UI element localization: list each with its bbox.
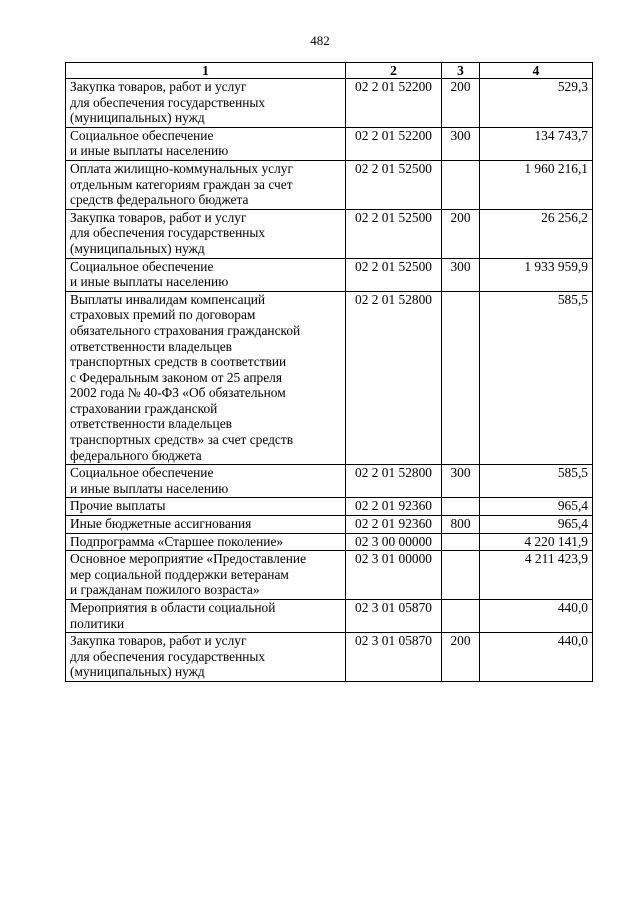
table-header (66, 63, 593, 79)
row-name-cell: Закупка товаров, работ и услуг для обеспечения государственных (муниципальных) нужд (66, 633, 346, 682)
header-col-2: 2 (346, 63, 442, 79)
table-body (66, 79, 593, 682)
table-row (66, 516, 593, 534)
row-code-cell: 02 3 01 00000 (346, 551, 442, 600)
row-amount-cell: 585,5 (480, 291, 593, 465)
table-row (66, 533, 593, 551)
table-row (66, 160, 593, 209)
header-col-4: 4 (480, 63, 593, 79)
row-amount-cell: 529,3 (480, 79, 593, 128)
row-name-cell: Закупка товаров, работ и услуг для обеспечения государственных (муниципальных) нужд (66, 79, 346, 128)
header-col-1: 1 (66, 63, 346, 79)
row-name-cell: Иные бюджетные ассигнования (66, 516, 346, 534)
table-row (66, 633, 593, 682)
row-amount-cell: 440,0 (480, 600, 593, 633)
row-name-cell: Выплаты инвалидам компенсаций страховых премий по договорам обязательного страхования гражданской ответственности владельцев транспортных средств в соответствии с Федеральным законом от 25 апреля 2002 года № 40-ФЗ «Об обязательном страховании гражданской ответственности владельцев транспортных средств» за счет средств федерального бюджета (66, 291, 346, 465)
row-amount-cell: 1 933 959,9 (480, 258, 593, 291)
table-row (66, 258, 593, 291)
row-code-cell: 02 2 01 52500 (346, 160, 442, 209)
row-code-cell: 02 3 00 00000 (346, 533, 442, 551)
row-amount-cell: 134 743,7 (480, 127, 593, 160)
row-name-cell: Социальное обеспечение и иные выплаты населению (66, 127, 346, 160)
row-expense-type-cell (442, 160, 480, 209)
row-expense-type-cell: 200 (442, 79, 480, 128)
budget-table (65, 62, 593, 682)
row-code-cell: 02 2 01 92360 (346, 498, 442, 516)
table-row (66, 209, 593, 258)
row-name-cell: Мероприятия в области социальной политики (66, 600, 346, 633)
row-name-cell: Оплата жилищно-коммунальных услуг отдельным категориям граждан за счет средств федерального бюджета (66, 160, 346, 209)
row-amount-cell: 4 220 141,9 (480, 533, 593, 551)
row-code-cell: 02 2 01 52800 (346, 291, 442, 465)
row-expense-type-cell (442, 498, 480, 516)
row-amount-cell: 440,0 (480, 633, 593, 682)
row-code-cell: 02 3 01 05870 (346, 633, 442, 682)
row-expense-type-cell: 300 (442, 465, 480, 498)
row-amount-cell: 1 960 216,1 (480, 160, 593, 209)
row-code-cell: 02 3 01 05870 (346, 600, 442, 633)
table-row (66, 498, 593, 516)
table-row (66, 465, 593, 498)
page-number: 482 (310, 33, 330, 48)
row-amount-cell: 965,4 (480, 516, 593, 534)
row-code-cell: 02 2 01 92360 (346, 516, 442, 534)
row-expense-type-cell (442, 600, 480, 633)
table-row (66, 551, 593, 600)
row-name-cell: Социальное обеспечение и иные выплаты населению (66, 258, 346, 291)
table-row (66, 127, 593, 160)
row-expense-type-cell: 800 (442, 516, 480, 534)
row-name-cell: Прочие выплаты (66, 498, 346, 516)
row-code-cell: 02 2 01 52500 (346, 209, 442, 258)
header-col-3: 3 (442, 63, 480, 79)
row-expense-type-cell (442, 551, 480, 600)
row-expense-type-cell: 300 (442, 258, 480, 291)
header-row (66, 63, 593, 79)
row-amount-cell: 585,5 (480, 465, 593, 498)
row-amount-cell: 4 211 423,9 (480, 551, 593, 600)
row-expense-type-cell: 300 (442, 127, 480, 160)
row-amount-cell: 26 256,2 (480, 209, 593, 258)
row-name-cell: Закупка товаров, работ и услуг для обеспечения государственных (муниципальных) нужд (66, 209, 346, 258)
row-name-cell: Социальное обеспечение и иные выплаты населению (66, 465, 346, 498)
row-code-cell: 02 2 01 52200 (346, 127, 442, 160)
table-row (66, 79, 593, 128)
table-row (66, 600, 593, 633)
row-name-cell: Основное мероприятие «Предоставление мер социальной поддержки ветеранам и гражданам пожилого возраста» (66, 551, 346, 600)
row-expense-type-cell: 200 (442, 209, 480, 258)
row-name-cell: Подпрограмма «Старшее поколение» (66, 533, 346, 551)
row-expense-type-cell (442, 533, 480, 551)
row-code-cell: 02 2 01 52800 (346, 465, 442, 498)
row-code-cell: 02 2 01 52500 (346, 258, 442, 291)
row-amount-cell: 965,4 (480, 498, 593, 516)
row-expense-type-cell: 200 (442, 633, 480, 682)
row-expense-type-cell (442, 291, 480, 465)
table-row (66, 291, 593, 465)
row-code-cell: 02 2 01 52200 (346, 79, 442, 128)
